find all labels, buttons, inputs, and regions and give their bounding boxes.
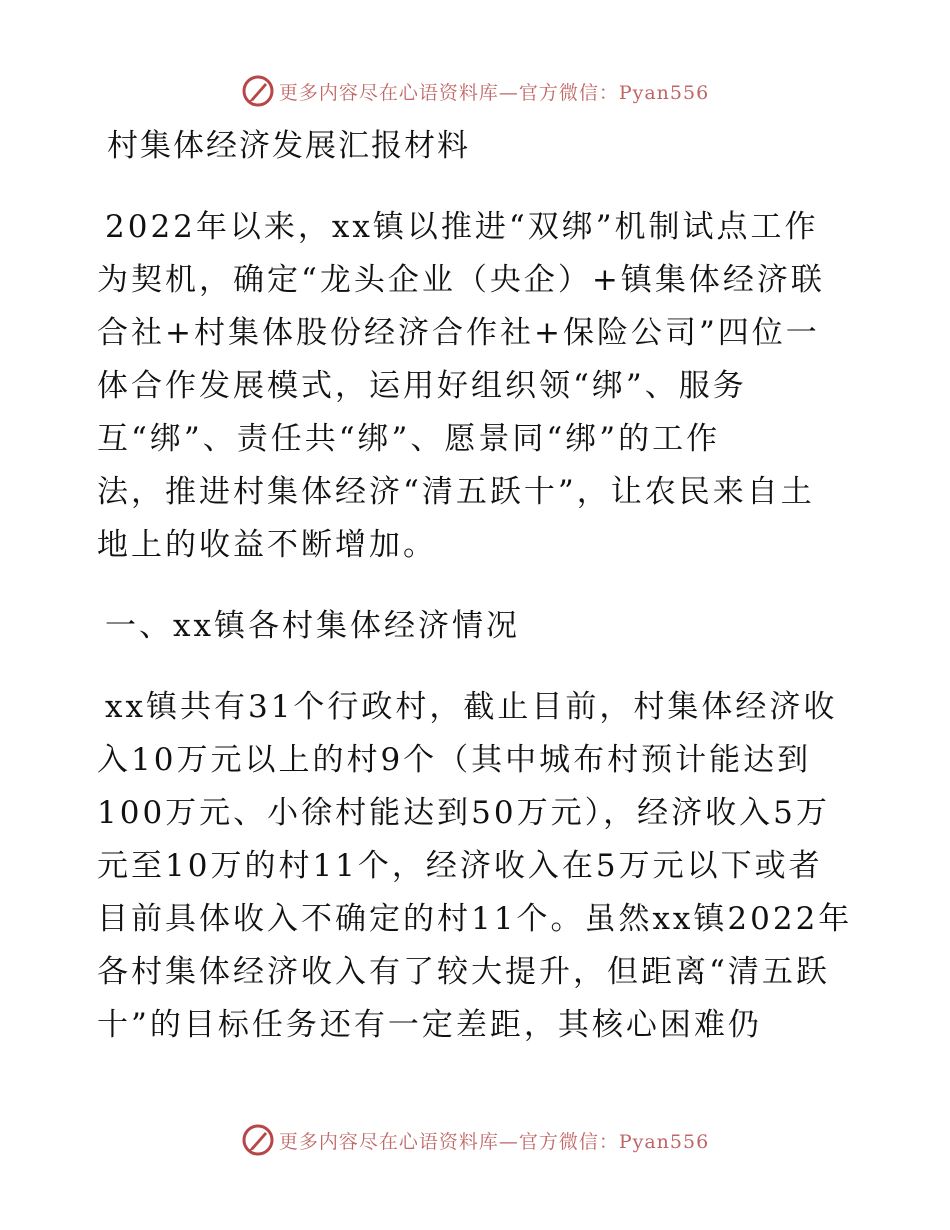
paragraph-line: 法，推进村集体经济“清五跃十”，让农民来自土 xyxy=(97,474,815,510)
document-body xyxy=(97,120,857,1052)
paragraph-line: 互“绑”、责任共“绑”、愿景同“绑”的工作 xyxy=(97,421,721,457)
paragraph-line: xx镇共有31个行政村，截止目前，村集体经济收 xyxy=(105,689,838,725)
paragraph-line: 元至10万的村11个，经济收入在5万元以下或者 xyxy=(97,848,823,884)
paragraph-line: 100万元、小徐村能达到50万元），经济收入5万 xyxy=(97,795,830,831)
quill-pen-logo-icon xyxy=(241,74,275,108)
footer-watermark-banner xyxy=(0,1120,950,1160)
paragraph-line: 合社+村集体股份经济合作社+保险公司”四位一 xyxy=(97,315,820,351)
paragraph-line: 十”的目标任务还有一定差距，其核心困难仍 xyxy=(97,1007,762,1043)
watermark-text: 更多内容尽在心语资料库—官方微信：Pyan556 xyxy=(278,1130,710,1153)
paragraph-line: 2022年以来，xx镇以推进“双绑”机制试点工作 xyxy=(105,209,819,245)
watermark-text: 更多内容尽在心语资料库—官方微信：Pyan556 xyxy=(278,81,710,104)
paragraph-line: 为契机，确定“龙头企业（央企）+镇集体经济联 xyxy=(97,262,825,298)
document-title: 村集体经济发展汇报材料 xyxy=(107,128,470,164)
village-economy-paragraph xyxy=(97,681,857,1052)
paragraph-line: 目前具体收入不确定的村11个。虽然xx镇2022年 xyxy=(97,901,853,937)
paragraph-line: 各村集体经济收入有了较大提升，但距离“清五跃 xyxy=(97,954,830,990)
quill-pen-logo-icon xyxy=(241,1123,275,1157)
intro-paragraph xyxy=(97,201,857,572)
header-watermark-banner xyxy=(0,71,950,111)
paragraph-line: 入10万元以上的村9个（其中城布村预计能达到 xyxy=(97,742,812,778)
paragraph-line: 地上的收益不断增加。 xyxy=(97,527,437,563)
section-heading: 一、xx镇各村集体经济情况 xyxy=(105,608,520,644)
paragraph-line: 体合作发展模式，运用好组织领“绑”、服务 xyxy=(97,368,747,404)
